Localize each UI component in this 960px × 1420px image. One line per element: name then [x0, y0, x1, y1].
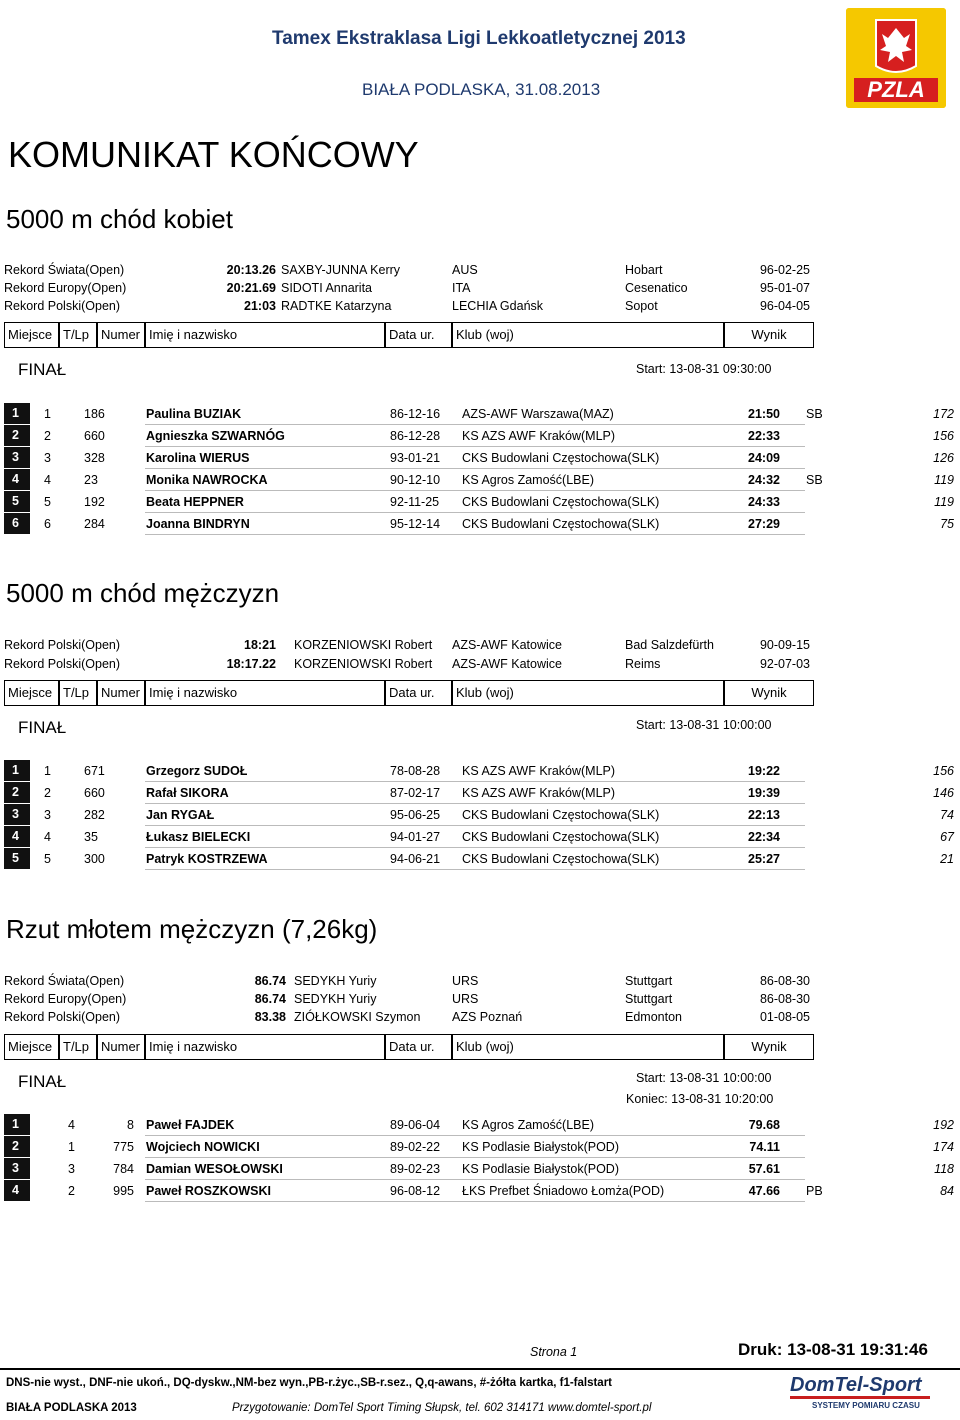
result-lane: 4 [68, 1118, 75, 1132]
result-name: Rafał SIKORA [146, 786, 229, 800]
result-bib: 35 [84, 830, 98, 844]
record-row [0, 261, 960, 279]
page-number: Strona 1 [530, 1345, 578, 1359]
record-label: Rekord Polski(Open) [4, 638, 121, 652]
final-label: FINAŁ [18, 360, 67, 379]
result-name: Paweł ROSZKOWSKI [146, 1184, 272, 1198]
record-row [0, 990, 960, 1008]
record-mark: 86.74 [254, 974, 286, 988]
record-venue: Stuttgart [625, 992, 673, 1006]
document-title: KOMUNIKAT KOŃCOWY [8, 134, 419, 175]
result-bib: 186 [84, 407, 105, 421]
result-row [0, 782, 960, 804]
record-date: 90-09-15 [759, 638, 810, 652]
record-holder: KORZENIOWSKI Robert [294, 638, 433, 652]
record-mark: 18:17.22 [226, 657, 276, 671]
record-venue: Stuttgart [625, 974, 673, 988]
result-name: Łukasz BIELECKI [146, 830, 251, 844]
record-venue: Edmonton [625, 1010, 682, 1024]
result-bib: 995 [113, 1184, 134, 1198]
record-holder: ZIÓŁKOWSKI Szymon [294, 1010, 421, 1024]
result-note: SB [806, 407, 823, 421]
result-mark: 19:22 [748, 764, 780, 778]
result-club: AZS-AWF Warszawa(MAZ) [462, 407, 614, 421]
start-time: Start: 13-08-31 09:30:00 [636, 362, 772, 376]
result-row [0, 513, 960, 535]
result-dob: 89-02-22 [390, 1140, 441, 1154]
result-lane: 3 [68, 1162, 75, 1176]
footer-location: BIAŁA PODLASKA 2013 [6, 1402, 137, 1414]
result-place: 4 [4, 826, 30, 847]
record-date: 01-08-05 [759, 1010, 810, 1024]
footer-divider [0, 1368, 960, 1370]
result-name: Agnieszka SZWARNÓG [146, 429, 285, 443]
record-mark: 83.38 [254, 1010, 286, 1024]
result-lane: 5 [44, 852, 51, 866]
result-points: 146 [933, 786, 954, 800]
result-mark: 25:27 [748, 852, 780, 866]
result-lane: 3 [44, 808, 51, 822]
result-name: Patryk KOSTRZEWA [146, 852, 268, 866]
result-row [0, 848, 960, 870]
record-row [0, 1008, 960, 1026]
result-mark: 27:29 [748, 517, 780, 531]
result-club: KS AZS AWF Kraków(MLP) [462, 764, 616, 778]
record-club: ITA [452, 281, 471, 295]
record-venue: Sopot [625, 299, 658, 313]
result-row [0, 1114, 960, 1136]
result-points: 84 [940, 1184, 954, 1198]
result-club: CKS Budowlani Częstochowa(SLK) [462, 451, 660, 465]
section-title: 5000 m chód mężczyzn [6, 578, 280, 608]
result-bib: 192 [84, 495, 105, 509]
record-venue: Bad Salzdefürth [625, 638, 714, 652]
record-date: 86-08-30 [759, 992, 810, 1006]
result-mark: 24:09 [748, 451, 780, 465]
result-dob: 86-12-28 [390, 429, 441, 443]
result-row [0, 760, 960, 782]
result-club: KS AZS AWF Kraków(MLP) [462, 429, 616, 443]
record-label: Rekord Świata(Open) [4, 974, 125, 988]
col-bib: Numer [97, 1034, 145, 1060]
record-label: Rekord Europy(Open) [4, 281, 127, 295]
record-row [0, 655, 960, 673]
record-holder: SEDYKH Yuriy [294, 992, 377, 1006]
footer-prepared-by: Przygotowanie: DomTel Sport Timing Słupsk, tel. 602 314171 www.domtel-sport.pl [232, 1402, 652, 1414]
result-dob: 93-01-21 [390, 451, 441, 465]
result-name: Beata HEPPNER [146, 495, 244, 509]
result-name: Monika NAWROCKA [146, 473, 268, 487]
result-mark: 79.68 [748, 1118, 780, 1132]
result-mark: 22:34 [748, 830, 780, 844]
result-lane: 5 [44, 495, 51, 509]
result-dob: 90-12-10 [390, 473, 441, 487]
col-bib: Numer [97, 680, 145, 706]
result-club: CKS Budowlani Częstochowa(SLK) [462, 808, 660, 822]
result-bib: 660 [84, 429, 105, 443]
result-name: Damian WESOŁOWSKI [146, 1162, 283, 1176]
record-club: AZS-AWF Katowice [452, 657, 562, 671]
record-mark: 86.74 [254, 992, 286, 1006]
result-place: 5 [4, 848, 30, 869]
result-points: 156 [933, 764, 954, 778]
result-club: KS Agros Zamość(LBE) [462, 1118, 594, 1132]
pzla-logo [846, 8, 946, 108]
result-club: CKS Budowlani Częstochowa(SLK) [462, 830, 660, 844]
result-place: 3 [4, 447, 30, 468]
result-note: PB [806, 1184, 823, 1198]
print-timestamp: Druk: 13-08-31 19:31:46 [738, 1340, 928, 1359]
result-lane: 4 [44, 830, 51, 844]
record-label: Rekord Polski(Open) [4, 1010, 121, 1024]
result-lane: 4 [44, 473, 51, 487]
result-lane: 1 [68, 1140, 75, 1154]
result-club: KS AZS AWF Kraków(MLP) [462, 786, 616, 800]
col-place: Miejsce [4, 680, 59, 706]
result-place: 4 [4, 1180, 30, 1201]
col-name: Imię i nazwisko [145, 680, 385, 706]
record-club: LECHIA Gdańsk [452, 299, 544, 313]
result-points: 156 [933, 429, 954, 443]
result-place: 3 [4, 804, 30, 825]
col-club: Klub (woj) [452, 322, 724, 348]
result-place: 6 [4, 513, 30, 534]
record-club: AZS Poznań [452, 1010, 523, 1024]
record-holder: KORZENIOWSKI Robert [294, 657, 433, 671]
brand-underline [790, 1396, 930, 1399]
record-date: 95-01-07 [759, 281, 810, 295]
section-title: Rzut młotem mężczyzn (7,26kg) [6, 914, 378, 944]
result-mark: 74.11 [749, 1140, 780, 1154]
result-lane: 2 [68, 1184, 75, 1198]
result-name: Joanna BINDRYN [146, 517, 250, 531]
result-bib: 660 [84, 786, 105, 800]
result-row [0, 469, 960, 491]
result-points: 172 [933, 407, 954, 421]
result-lane: 1 [44, 407, 51, 421]
result-mark: 24:32 [748, 473, 780, 487]
result-name: Paulina BUZIAK [146, 407, 242, 421]
record-mark: 21:03 [244, 299, 276, 313]
result-dob: 95-12-14 [390, 517, 441, 531]
record-date: 96-02-25 [759, 263, 810, 277]
result-points: 74 [940, 808, 954, 822]
record-label: Rekord Polski(Open) [4, 299, 121, 313]
record-club: AZS-AWF Katowice [452, 638, 562, 652]
record-holder: SAXBY-JUNNA Kerry [281, 263, 401, 277]
result-mark: 21:50 [748, 407, 780, 421]
result-dob: 87-02-17 [390, 786, 441, 800]
col-name: Imię i nazwisko [145, 322, 385, 348]
record-club: URS [452, 974, 479, 988]
result-mark: 47.66 [748, 1184, 780, 1198]
result-bib: 671 [84, 764, 105, 778]
col-name: Imię i nazwisko [145, 1034, 385, 1060]
result-bib: 328 [84, 451, 105, 465]
result-points: 119 [934, 495, 954, 509]
result-lane: 2 [44, 429, 51, 443]
final-label: FINAŁ [18, 718, 67, 737]
record-holder: SIDOTI Annarita [281, 281, 373, 295]
record-row [0, 279, 960, 297]
result-row [0, 1158, 960, 1180]
result-lane: 1 [44, 764, 51, 778]
record-label: Rekord Polski(Open) [4, 657, 121, 671]
result-points: 21 [940, 852, 954, 866]
record-row [0, 636, 960, 654]
result-dob: 78-08-28 [390, 764, 441, 778]
start-time: Start: 13-08-31 10:00:00 [636, 1071, 772, 1085]
result-mark: 22:33 [748, 429, 780, 443]
end-time: Koniec: 13-08-31 10:20:00 [626, 1092, 774, 1106]
record-mark: 20:13.26 [226, 263, 276, 277]
brand-subtitle: SYSTEMY POMIARU CZASU [812, 1401, 920, 1410]
result-dob: 89-02-23 [390, 1162, 441, 1176]
result-points: 192 [933, 1118, 954, 1132]
result-lane: 6 [44, 517, 51, 531]
result-dob: 86-12-16 [390, 407, 441, 421]
result-row [0, 491, 960, 513]
record-row [0, 972, 960, 990]
result-row [0, 425, 960, 447]
result-bib: 300 [84, 852, 105, 866]
result-name: Paweł FAJDEK [146, 1118, 235, 1132]
logo-text: PZLA [867, 77, 925, 102]
col-result: Wynik [724, 322, 814, 348]
result-dob: 94-06-21 [390, 852, 441, 866]
result-place: 4 [4, 469, 30, 490]
col-club: Klub (woj) [452, 680, 724, 706]
event-place: BIAŁA PODLASKA, 31.08.2013 [362, 80, 601, 99]
result-row [0, 1180, 960, 1202]
col-place: Miejsce [4, 1034, 59, 1060]
result-place: 2 [4, 1136, 30, 1157]
record-holder: SEDYKH Yuriy [294, 974, 377, 988]
result-club: KS Podlasie Białystok(POD) [462, 1140, 620, 1154]
result-club: KS Agros Zamość(LBE) [462, 473, 594, 487]
col-dob: Data ur. [385, 322, 452, 348]
record-venue: Cesenatico [625, 281, 688, 295]
result-bib: 23 [84, 473, 98, 487]
col-lane: T/Lp [59, 680, 97, 706]
record-venue: Hobart [625, 263, 663, 277]
record-row [0, 297, 960, 315]
result-place: 3 [4, 1158, 30, 1179]
brand-name: DomTel-Sport [790, 1374, 922, 1396]
record-mark: 20:21.69 [226, 281, 276, 295]
result-bib: 775 [113, 1140, 134, 1154]
result-place: 1 [4, 1114, 30, 1135]
result-points: 67 [940, 830, 954, 844]
result-place: 2 [4, 782, 30, 803]
result-points: 119 [934, 473, 954, 487]
col-club: Klub (woj) [452, 1034, 724, 1060]
result-bib: 282 [84, 808, 105, 822]
record-label: Rekord Europy(Open) [4, 992, 127, 1006]
result-points: 126 [933, 451, 954, 465]
col-dob: Data ur. [385, 1034, 452, 1060]
result-place: 5 [4, 491, 30, 512]
result-row [0, 1136, 960, 1158]
result-club: CKS Budowlani Częstochowa(SLK) [462, 517, 660, 531]
result-mark: 57.61 [748, 1162, 780, 1176]
column-header [4, 322, 814, 348]
result-points: 174 [933, 1140, 954, 1154]
result-note: SB [806, 473, 823, 487]
result-bib: 284 [84, 517, 105, 531]
record-date: 86-08-30 [759, 974, 810, 988]
record-venue: Reims [625, 657, 661, 671]
record-holder: RADTKE Katarzyna [281, 299, 392, 313]
result-club: CKS Budowlani Częstochowa(SLK) [462, 852, 660, 866]
col-place: Miejsce [4, 322, 59, 348]
result-name: Jan RYGAŁ [146, 808, 215, 822]
result-row [0, 403, 960, 425]
record-date: 96-04-05 [759, 299, 810, 313]
col-result: Wynik [724, 680, 814, 706]
record-date: 92-07-03 [759, 657, 810, 671]
result-name: Wojciech NOWICKI [146, 1140, 260, 1154]
result-dob: 89-06-04 [390, 1118, 441, 1132]
result-lane: 2 [44, 786, 51, 800]
record-mark: 18:21 [244, 638, 276, 652]
result-place: 1 [4, 760, 30, 781]
result-lane: 3 [44, 451, 51, 465]
result-name: Karolina WIERUS [146, 451, 250, 465]
result-row [0, 826, 960, 848]
record-label: Rekord Świata(Open) [4, 263, 125, 277]
record-club: AUS [452, 263, 478, 277]
result-dob: 94-01-27 [390, 830, 441, 844]
result-row [0, 804, 960, 826]
start-time: Start: 13-08-31 10:00:00 [636, 718, 772, 732]
result-place: 1 [4, 403, 30, 424]
result-dob: 96-08-12 [390, 1184, 441, 1198]
result-club: ŁKS Prefbet Śniadowo Łomża(POD) [462, 1184, 665, 1198]
result-name: Grzegorz SUDOŁ [146, 764, 248, 778]
result-mark: 22:13 [748, 808, 780, 822]
abbreviation-legend: DNS-nie wyst., DNF-nie ukoń., DQ-dyskw.,NM-bez wyn.,PB-r.życ.,SB-r.sez., Q,q-awans, #-żółta kartka, f1-falstart [6, 1377, 613, 1389]
result-bib: 784 [113, 1162, 134, 1176]
result-points: 75 [940, 517, 954, 531]
result-mark: 19:39 [748, 786, 780, 800]
result-club: KS Podlasie Białystok(POD) [462, 1162, 620, 1176]
column-header [4, 1034, 814, 1060]
result-mark: 24:33 [748, 495, 780, 509]
col-lane: T/Lp [59, 322, 97, 348]
col-dob: Data ur. [385, 680, 452, 706]
final-label: FINAŁ [18, 1072, 67, 1091]
result-row [0, 447, 960, 469]
event-title: Tamex Ekstraklasa Ligi Lekkoatletycznej 2013 [272, 28, 686, 49]
result-club: CKS Budowlani Częstochowa(SLK) [462, 495, 660, 509]
col-result: Wynik [724, 1034, 814, 1060]
result-dob: 92-11-25 [390, 495, 440, 509]
column-header [4, 680, 814, 706]
col-lane: T/Lp [59, 1034, 97, 1060]
result-bib: 8 [127, 1118, 134, 1132]
result-points: 118 [934, 1162, 954, 1176]
col-bib: Numer [97, 322, 145, 348]
record-club: URS [452, 992, 479, 1006]
result-place: 2 [4, 425, 30, 446]
domtel-logo [790, 1374, 940, 1414]
section-title: 5000 m chód kobiet [6, 204, 233, 234]
result-dob: 95-06-25 [390, 808, 441, 822]
